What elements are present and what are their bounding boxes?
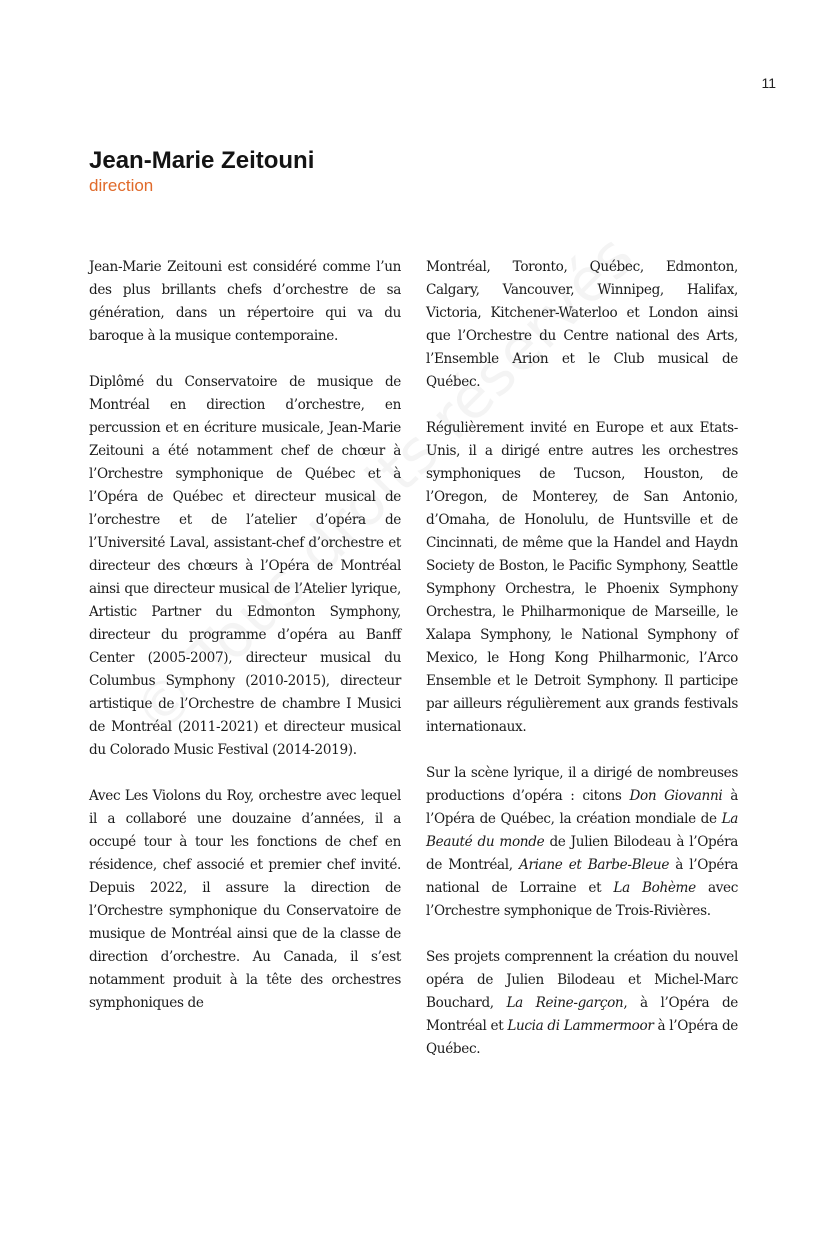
page-number: 11 (761, 75, 776, 91)
text-run: , à l’Opéra de Montréal et (426, 995, 738, 1034)
bio-paragraph-4: Montréal, Toronto, Québec, Edmonton, Calgary, Vancouver, Winnipeg, Halifax, Victoria, Kitchener-Waterloo et London ainsi que l’Orchestre du Centre national des Arts, l’Ensemble Arion et le Club musical de Québec. (426, 259, 738, 390)
text-run: de Julien Bilodeau à l’Opéra de Montréal, (426, 834, 738, 873)
artist-role: direction (89, 176, 154, 195)
text-run: à l’Opéra national de Lorraine et (426, 857, 738, 896)
bio-paragraph-7 (426, 946, 738, 1061)
opera-title: La Beauté du monde (426, 811, 738, 850)
opera-title: La Reine-garçon (506, 995, 624, 1011)
bio-header (89, 146, 314, 196)
bio-paragraph-2: Diplômé du Conservatoire de musique de Montréal en direction d’orchestre, en percussion et en écriture musicale, Jean-Marie Zeitouni a été notamment chef de chœur à l’Orchestre symphonique de Québec et à l’Opéra de Québec et directeur musical de l’orchestre et de l’atelier d’opéra de l’Université Laval, assistant-chef d’orchestre et directeur des chœurs à l’Opéra de Montréal ainsi que directeur musical de l’Atelier lyrique, Artistic Partner du Edmonton Symphony, directeur du programme d’opéra au Banff Center (2005-2007), directeur musical du Columbus Symphony (2010-2015), directeur artistique de l’Orchestre de chambre I Musici de Montréal (2011-2021) et directeur musical du Colorado Music Festival (2014-2019). (89, 374, 401, 758)
right-column (426, 256, 738, 1084)
text-run: Sur la scène lyrique, il a dirigé de nombreuses productions d’opéra : citons (426, 765, 738, 804)
text-run: à l’Opéra de Québec. (426, 1018, 738, 1057)
bio-paragraph-3: Avec Les Violons du Roy, orchestre avec lequel il a collaboré une douzaine d’années, il a occupé tour à tour les fonctions de chef en résidence, chef associé et premier chef invité. Depuis 2022, il assure la direction de l’Orchestre symphonique du Conservatoire de musique de Montréal ainsi que de la classe de direction d’orchestre. Au Canada, il s’est notamment produit à la tête des orchestres symphoniques de (89, 788, 401, 1011)
opera-title: Lucia di Lammermoor (507, 1018, 654, 1034)
opera-title: Don Giovanni (629, 788, 723, 804)
text-run: Ses projets comprennent la création du nouvel opéra de Julien Bilodeau et Michel-Marc Bouchard, (426, 949, 738, 1011)
opera-title: Ariane et Barbe-Bleue (519, 857, 670, 873)
text-run: à l’Opéra de Québec, la création mondiale de (426, 788, 738, 827)
opera-title: La Bohème (613, 880, 696, 896)
bio-paragraph-1: Jean-Marie Zeitouni est considéré comme l’un des plus brillants chefs d’orchestre de sa génération, dans un répertoire qui va du baroque à la musique contemporaine. (89, 259, 401, 344)
text-run: avec l’Orchestre symphonique de Trois-Rivières. (426, 880, 738, 919)
bio-paragraph-5: Régulièrement invité en Europe et aux Etats-Unis, il a dirigé entre autres les orchestres symphoniques de Tucson, Houston, de l’Oregon, de Monterey, de San Antonio, d’Omaha, de Honolulu, de Huntsville et de Cincinnati, de même que la Handel and Haydn Society de Boston, le Pacific Symphony, Seattle Symphony Orchestra, le Phoenix Symphony Orchestra, le Philharmonique de Marseille, le Xalapa Symphony, le National Symphony of Mexico, le Hong Kong Philharmonic, l’Arco Ensemble et le Detroit Symphony. Il participe par ailleurs régulièrement aux grands festivals internationaux. (426, 420, 738, 735)
artist-name: Jean-Marie Zeitouni (89, 147, 315, 174)
left-column (89, 256, 401, 1038)
bio-paragraph-6 (426, 762, 738, 923)
